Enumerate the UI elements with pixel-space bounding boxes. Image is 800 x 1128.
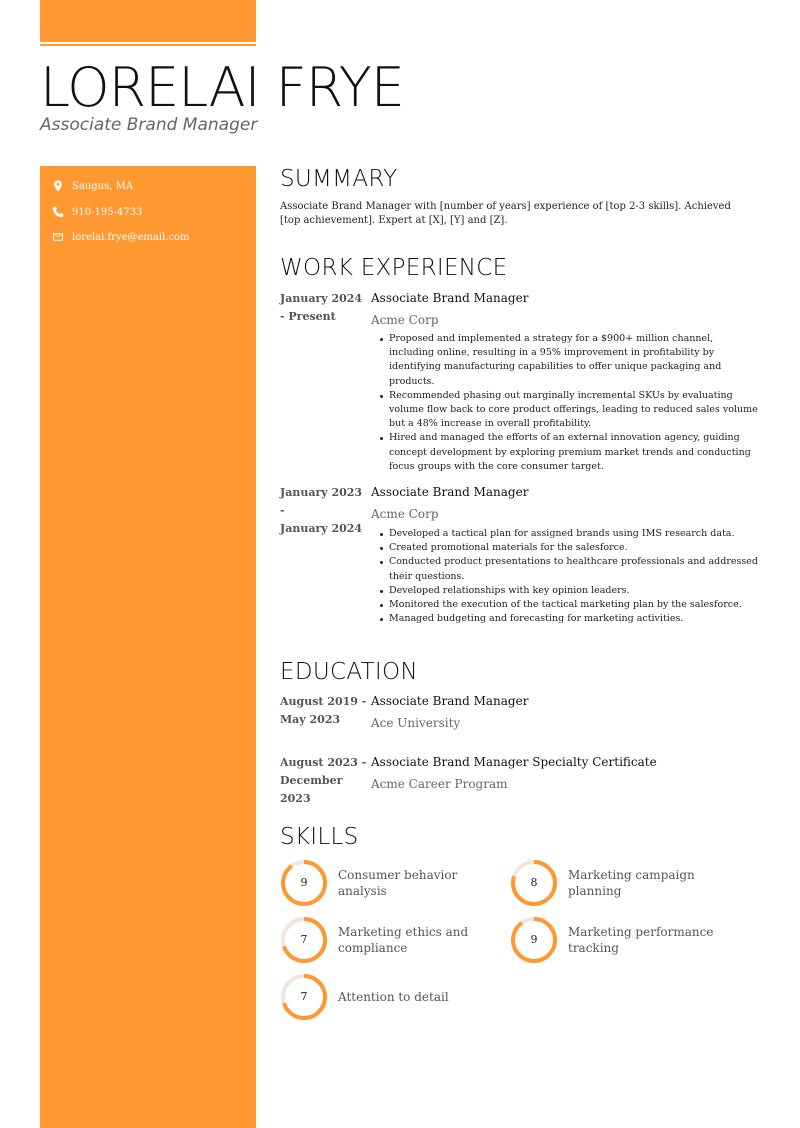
skill-rating-ring [280,859,328,907]
skill-item [280,859,503,907]
candidate-name: LORELAI FRYE [40,56,404,119]
skills-heading: SKILLS [280,824,359,850]
skill-level: 7 [300,933,308,946]
list-item: Monitored the execution of the tactical marketing plan by the salesforce. [389,598,759,612]
skill-rating-ring [280,973,328,1021]
edu-1-date-start: August 2019 - [280,695,367,708]
job-2-company: Acme Corp [371,507,439,521]
edu-1-school: Ace University [371,716,461,730]
job-2-date-sep: - [280,504,285,517]
skill-label: Marketing campaign planning [568,868,695,898]
edu-2-date-start: August 2023 - [280,756,367,769]
job-2-date-end: January 2024 [280,522,363,535]
job-1-date-start: January 2024 [280,292,363,305]
contact-phone-text: 910-195-4733 [72,206,143,218]
sidebar [40,166,256,1128]
list-item: Hired and managed the efforts of an external innovation agency, guiding concept development by exploring premium market trends and conducting focus groups with the core consumer target. [389,431,759,474]
skill-label: Marketing performance tracking [568,925,714,955]
list-item: Recommended phasing out marginally incremental SKUs by evaluating volume flow back to core product offerings, leading to reduced sales volume but a 48% increase in overall profitability. [389,389,759,432]
summary-text: Associate Brand Manager with [number of years] experience of [top 2-3 skills]. Achieved [top achievement]. Expert at [X], [Y] and [Z]. [280,201,731,226]
contact-email[interactable] [52,231,190,243]
edu-1-title: Associate Brand Manager [371,694,529,708]
skill-level: 8 [530,876,538,889]
edu-2-title: Associate Brand Manager Specialty Certificate [371,755,657,769]
header-accent-bar [40,0,256,42]
skill-item [510,916,733,964]
job-1-dates [280,290,370,326]
skill-item [280,973,503,1021]
list-item: Managed budgeting and forecasting for marketing activities. [389,612,759,626]
edu-1-date-end: May 2023 [280,713,341,726]
phone-icon [52,206,64,218]
skill-item [510,859,733,907]
contact-phone [52,206,142,218]
job-2-bullets [389,527,759,626]
contact-email-text[interactable]: lorelai.frye@email.com [72,231,190,243]
job-2-title: Associate Brand Manager [371,485,529,499]
skill-level: 9 [530,933,538,946]
skill-label: Marketing ethics and compliance [338,925,469,955]
skill-level: 7 [300,990,308,1003]
skill-label: Consumer behavior analysis [338,868,458,898]
edu-2-dates [280,754,370,808]
skill-rating-ring [510,916,558,964]
education-heading: EDUCATION [280,659,418,685]
job-1-company: Acme Corp [371,313,439,327]
skill-label: Attention to detail [338,990,449,1004]
envelope-icon [52,231,64,243]
skill-rating-ring [510,859,558,907]
job-1-title: Associate Brand Manager [371,291,529,305]
skill-rating-ring [280,916,328,964]
contact-location [52,180,133,192]
job-2-date-start: January 2023 [280,486,363,499]
list-item: Developed relationships with key opinion leaders. [389,584,759,598]
edu-2-school: Acme Career Program [371,777,508,791]
location-pin-icon [52,180,64,192]
list-item: Developed a tactical plan for assigned brands using IMS research data. [389,527,759,541]
header-accent-line [40,44,256,46]
job-1-bullets [389,332,759,474]
contact-location-text: Saugus, MA [72,180,134,192]
edu-1-dates [280,693,370,729]
job-2-dates [280,484,370,538]
list-item: Conducted product presentations to healthcare professionals and addressed their questions. [389,555,759,583]
list-item: Created promotional materials for the salesforce. [389,541,759,555]
skill-level: 9 [300,876,308,889]
job-1-date-end: - Present [280,310,336,323]
edu-2-date-end: December 2023 [280,774,343,805]
candidate-role: Associate Brand Manager [40,115,258,135]
summary-heading: SUMMARY [280,166,398,192]
list-item: Proposed and implemented a strategy for a $900+ million channel, including online, resulting in a 95% improvement in profitability by identifying manufacturing capabilities to offer unique packaging and products. [389,332,759,389]
skill-item [280,916,503,964]
work-experience-heading: WORK EXPERIENCE [280,255,508,281]
